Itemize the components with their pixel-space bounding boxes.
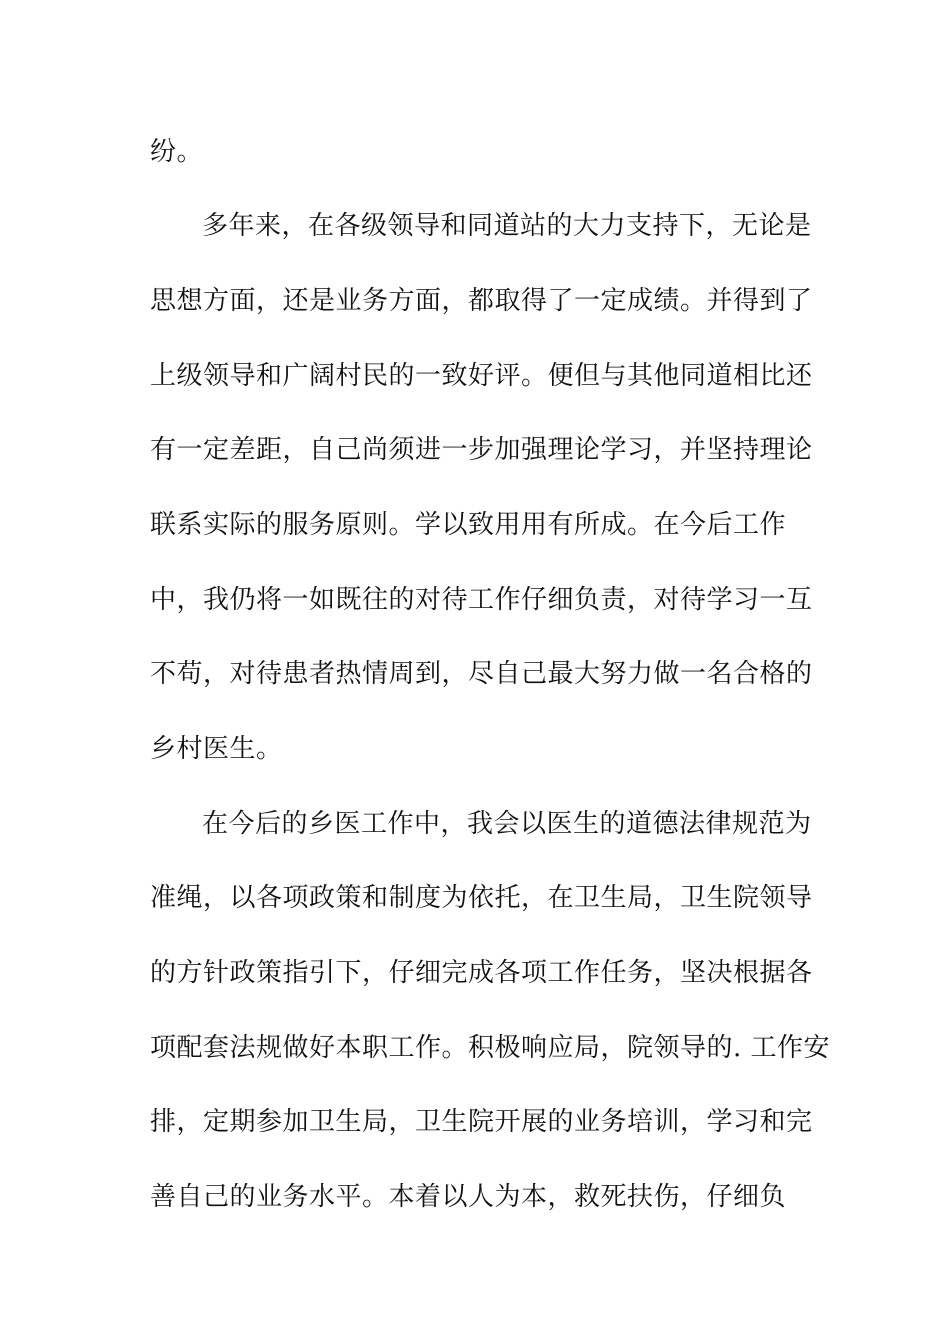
text-line: 中，我仍将一如既往的对待工作仔细负责，对待学习一互 (150, 585, 813, 615)
text-line: 乡村医生。 (150, 734, 283, 764)
paragraph-start-line: 多年来，在各级领导和同道站的大力支持下，无论是 (202, 211, 812, 241)
text-line: 准绳，以各项政策和制度为依托，在卫生局，卫生院领导 (150, 883, 813, 913)
text-line: 联系实际的服务原则。学以致用用有所成。在今后工作 (150, 510, 787, 540)
text-line: 有一定差距，自己尚须进一步加强理论学习，并坚持理论 (150, 435, 813, 465)
text-line: 纷。 (150, 137, 204, 167)
text-line: 思想方面，还是业务方面，都取得了一定成绩。并得到了 (150, 286, 813, 316)
text-line: 排，定期参加卫生局，卫生院开展的业务培训，学习和完 (150, 1107, 813, 1137)
text-line: 善自己的业务水平。本着以人为本，救死扶伤，仔细负 (150, 1182, 787, 1212)
paragraph-start-line: 在今后的乡医工作中，我会以医生的道德法律规范为 (202, 809, 812, 839)
text-line: 不苟，对待患者热情周到，尽自己最大努力做一名合格的 (150, 659, 813, 689)
text-line: 上级领导和广阔村民的一致好评。便但与其他同道相比还 (150, 361, 813, 391)
text-line: 项配套法规做好本职工作。积极响应局，院领导的. 工作安 (150, 1033, 831, 1063)
text-line: 的方针政策指引下，仔细完成各项工作任务，坚决根据各 (150, 958, 813, 988)
